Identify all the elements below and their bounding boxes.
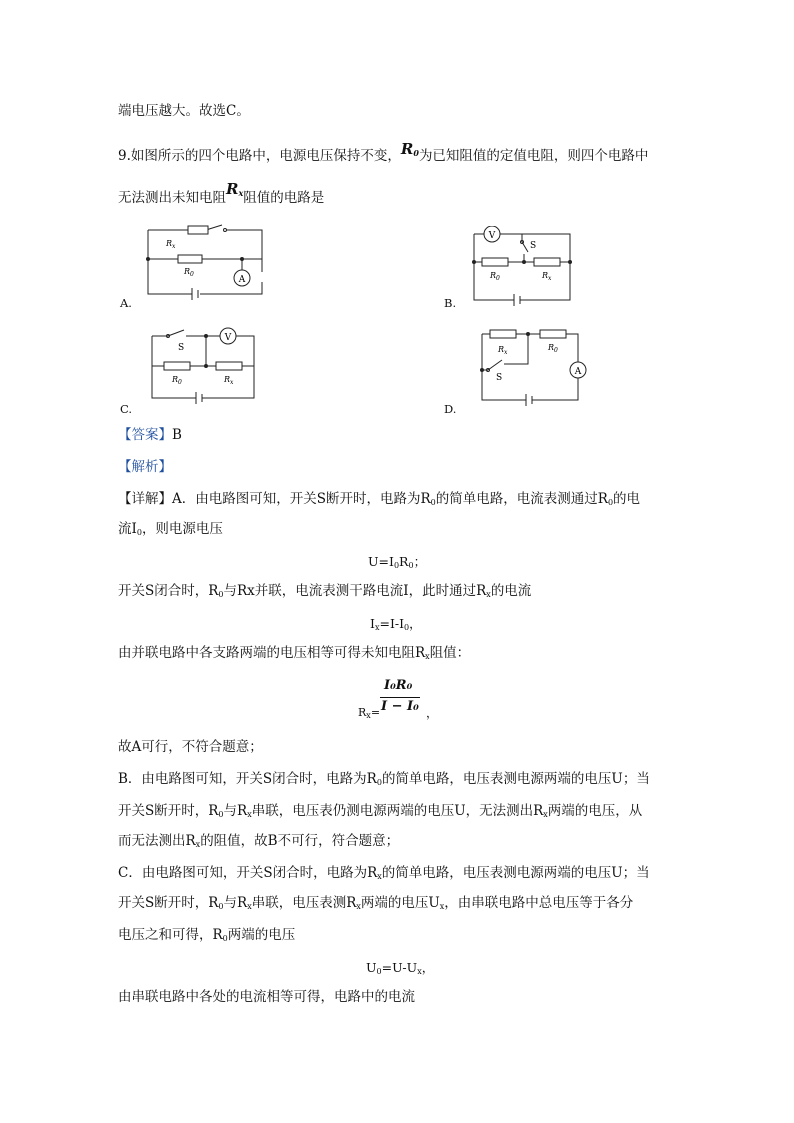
question-line-1 (118, 140, 649, 168)
equation-3: $U_0=U-U_x$， (366, 960, 435, 976)
detail-line-8: 而无法测出$R_x$的阻值，故B不可行，符合题意； (118, 833, 400, 849)
switch-label: S (496, 373, 503, 383)
rx-label: $R_x$ (498, 345, 508, 356)
detail-line-10: 开关S断开时，$R_0$与$R_x$串联，电压表测$R_x$两端的电压$U_x$，由串联电路中总电压等于各分 (118, 895, 634, 911)
detail-line-2: 流$I_0$，则电源电压 (118, 521, 223, 537)
answer-line (118, 426, 182, 444)
r0-label: $R_0$ (172, 375, 182, 386)
option-d-label: D. (444, 402, 457, 416)
r0-label: $R_0$ (184, 267, 194, 278)
fraction-numerator: I₀R₀ (384, 678, 413, 693)
fraction-tail: ， (426, 706, 439, 720)
detail-line-9: C．由电路图可知，开关S闭合时，电路为$R_x$的简单电路，电压表测电源两端的电压U；当 (118, 865, 650, 881)
option-b-label: B. (444, 296, 457, 310)
rx-label: $R_x$ (166, 239, 176, 250)
circuit-c-diagram (144, 326, 264, 406)
option-a-label: A. (120, 296, 132, 310)
top-line: 端电压越大。故选C。 (118, 103, 250, 119)
circuit-a-diagram (140, 222, 270, 302)
circuit-d-diagram (476, 326, 596, 408)
circuit-b-diagram (462, 226, 582, 306)
detail-line-4: 由并联电路中各支路两端的电压相等可得未知电阻$R_x$阻值： (118, 645, 471, 661)
fraction-bar (380, 697, 420, 698)
ammeter-label: A (238, 275, 246, 285)
detail-line-6: B．由电路图可知，开关S闭合时，电路为$R_0$的简单电路，电压表测电源两端的电压U；当 (118, 771, 650, 787)
answer-label: 【答案】 (118, 427, 172, 443)
fraction-lhs: $R_x=$ (358, 706, 381, 720)
r0-label: $R_0$ (548, 343, 558, 354)
fraction-equation (358, 678, 448, 724)
voltmeter-label: V (488, 231, 496, 241)
detail-line-1: 【详解】A．由电路图可知，开关S断开时，电路为$R_0$的简单电路，电流表测通过$R_0$的电 (118, 491, 641, 507)
detail-label: 【详解】 (118, 491, 172, 507)
rx-label: $R_x$ (542, 271, 552, 282)
equation-1: $U=I_0R_0$； (368, 554, 427, 570)
switch-label: S (178, 343, 185, 353)
detail-line-11: 电压之和可得，$R_0$两端的电压 (118, 927, 296, 943)
question-text-b: 为已知阻值的定值电阻，则四个电路中 (418, 148, 649, 164)
question-text-d: 阻值的电路是 (243, 190, 325, 206)
option-c-label: C. (120, 402, 133, 416)
rx-label: $R_x$ (224, 375, 234, 386)
detail-line-7: 开关S断开时，$R_0$与$R_x$串联，电压表仍测电源两端的电压U，无法测出$R_x$两端的电压，从 (118, 803, 643, 819)
analysis-label: 【解析】 (118, 459, 172, 475)
question-line-2 (118, 180, 325, 210)
rx-symbol: $R_x$ (226, 180, 244, 198)
switch-label: S (530, 241, 537, 251)
ammeter-label: A (574, 367, 582, 377)
question-text-a: 如图所示的四个电路中，电源电压保持不变， (130, 148, 401, 164)
fraction-denominator: I − I₀ (381, 699, 419, 714)
detail-line-5: 故A可行，不符合题意； (118, 739, 263, 755)
detail-line-3: 开关S闭合时，$R_0$与Rx并联，电流表测干路电流I，此时通过$R_x$的电流 (118, 583, 532, 599)
junction-dot (240, 257, 244, 261)
detail-line-12: 由串联电路中各处的电流相等可得，电路中的电流 (118, 989, 415, 1005)
question-text-c: 无法测出未知电阻 (118, 190, 226, 206)
r0-label: $R_0$ (490, 271, 500, 282)
junction-dot (146, 257, 150, 261)
answer-value: B (172, 427, 182, 443)
r0-symbol: $R_0$ (400, 140, 419, 158)
voltmeter-label: V (224, 333, 232, 343)
equation-2: $I_x=I-I_0$， (370, 616, 422, 632)
question-number: 9. (118, 148, 131, 164)
